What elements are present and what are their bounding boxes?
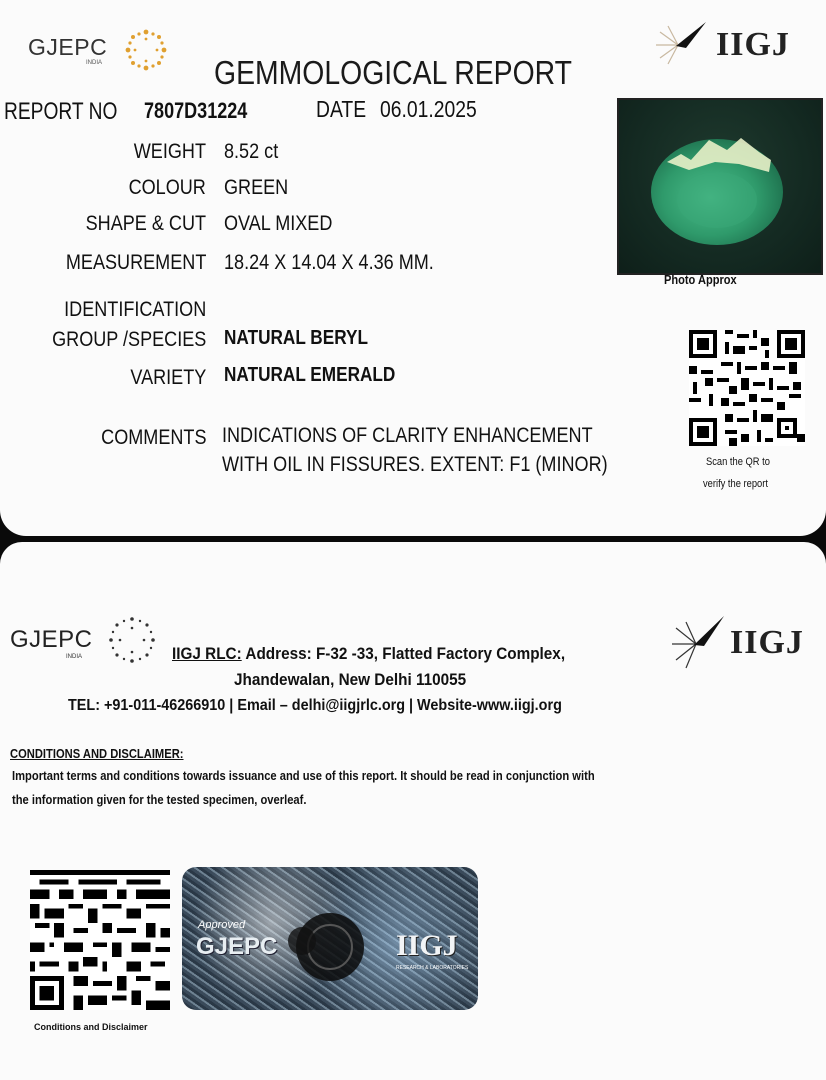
conditions-text-2: the information given for the tested specimen, overleaf. [12,792,307,807]
contact-line: TEL: +91-011-46266910 | Email – delhi@iigjrlc.org | Website-www.iigj.org [68,697,562,714]
report-back-card [0,542,826,1080]
iigj-logo-back-text: IIGJ [730,624,804,661]
group-species-label: GROUP /SPECIES [51,328,206,351]
hologram-text-4: RESEARCH & LABORATORIES [396,965,469,971]
security-hologram [182,867,478,1010]
comments-line-1: INDICATIONS OF CLARITY ENHANCEMENT [222,424,593,447]
conditions-qr-caption: Conditions and Disclaimer [34,1022,148,1032]
conditions-qr-code[interactable] [30,870,170,1010]
identification-label: IDENTIFICATION [63,298,206,321]
report-front-card [0,0,826,536]
iigj-logo-back [668,612,818,674]
report-no-value: 7807D31224 [144,98,248,123]
gem-photo [617,98,823,275]
shape-cut-value: OVAL MIXED [224,212,333,235]
hologram-text-2: GJEPC [196,933,278,960]
comments-line-2: WITH OIL IN FISSURES. EXTENT: F1 (MINOR) [222,453,608,476]
gjepc-logo-back-subtext: INDIA [66,654,83,660]
iigj-logo-text: IIGJ [716,26,790,63]
conditions-heading: CONDITIONS AND DISCLAIMER: [10,746,184,761]
conditions-text-1: Important terms and conditions towards issuance and use of this report. It should be read in conjunction with [12,768,595,783]
iigj-star-back-icon [668,612,726,674]
gjepc-logo-back-text: GJEPC [10,626,93,653]
date-value: 06.01.2025 [380,96,477,122]
iigj-star-icon [648,20,708,70]
date-label: DATE [316,96,367,122]
gjepc-logo-subtext: INDIA [86,60,103,66]
address-line-2: Jhandewalan, New Delhi 110055 [234,670,467,689]
report-title: GEMMOLOGICAL REPORT [214,54,572,91]
sunburst-icon [122,26,170,74]
weight-label: WEIGHT [133,140,206,163]
qr-caption-line-1: Scan the QR to [706,456,770,468]
variety-value: NATURAL EMERALD [224,364,396,386]
group-species-value: NATURAL BERYL [224,327,368,349]
gjepc-dot-icon [106,614,158,666]
qr-caption-line-2: verify the report [703,478,768,490]
colour-label: COLOUR [128,176,206,199]
address-line-1 [172,644,565,664]
report-no-label: REPORT NO [4,98,118,125]
photo-caption: Photo Approx [664,272,737,287]
gjepc-logo-back [10,626,93,660]
hologram-seal-icon [280,907,380,987]
colour-value: GREEN [224,176,289,199]
variety-label: VARIETY [130,366,206,389]
hologram-text-1: Approved [198,919,246,931]
gjepc-logo-text: GJEPC [28,34,108,60]
gjepc-logo [28,34,108,66]
weight-value: 8.52 ct [224,140,279,163]
address-label: IIGJ RLC: [172,644,242,663]
emerald-gem-image [619,100,821,273]
verify-qr-code[interactable] [689,330,805,446]
address-text-1: Address: F-32 -33, Flatted Factory Complex, [245,644,566,663]
hologram-text-3: IIGJ [396,929,458,962]
shape-cut-label: SHAPE & CUT [85,212,206,235]
iigj-logo [648,16,798,72]
measurement-value: 18.24 X 14.04 X 4.36 MM. [224,251,434,274]
comments-label: COMMENTS [100,426,206,449]
measurement-label: MEASUREMENT [65,251,206,274]
